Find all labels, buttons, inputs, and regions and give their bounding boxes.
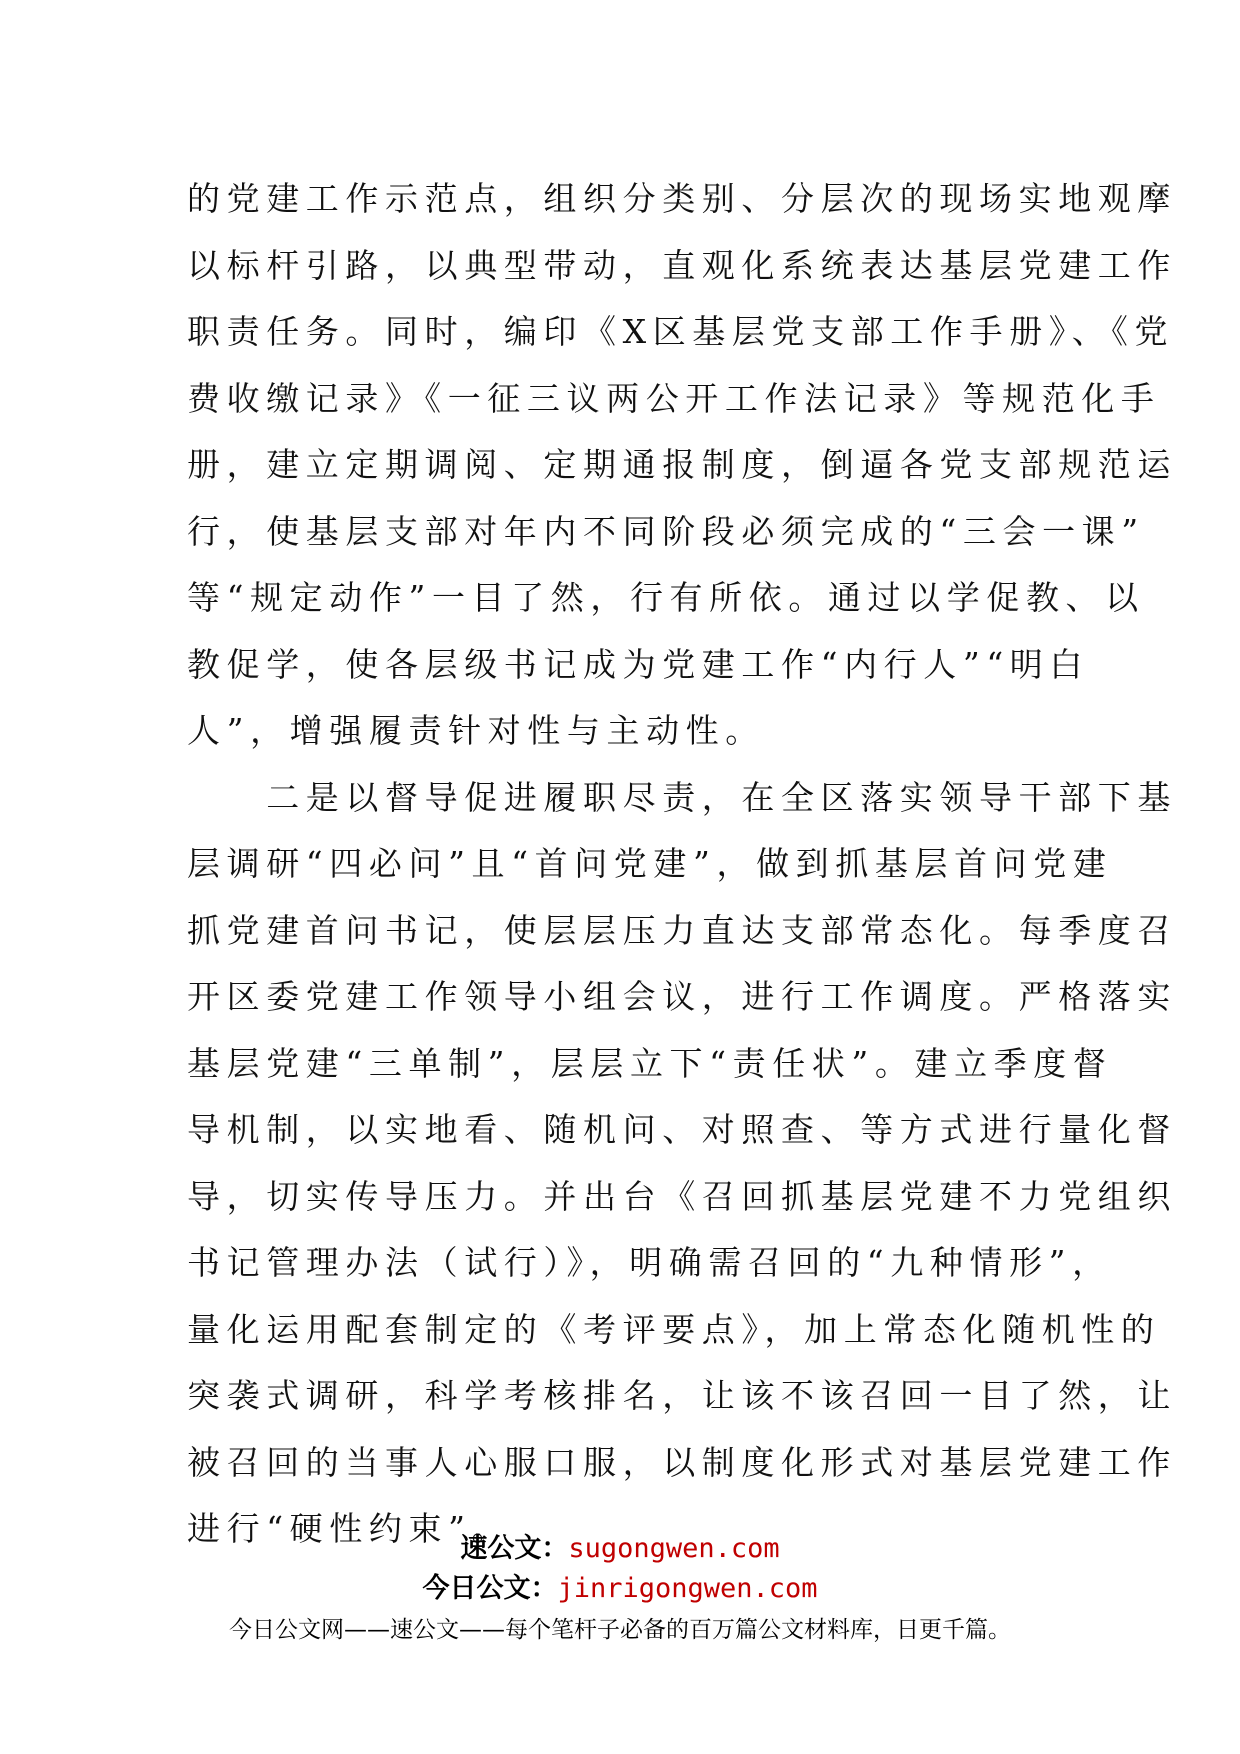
footer-site2-url-link[interactable]: jinrigongwen.com	[557, 1573, 818, 1604]
text-line: 教促学，使各层级书记成为党建工作“内行人”“明白	[187, 644, 1090, 684]
footer-slogan: 今日公文网——速公文——每个笔杆子必备的百万篇公文材料库，日更千篇。	[229, 1617, 1011, 1643]
text-line: 的党建工作示范点，组织分类别、分层次的现场实地观摩	[187, 179, 1177, 218]
text-line: 导机制，以实地看、随机问、对照查、等方式进行量化督	[187, 1110, 1177, 1149]
text-line: 基层党建“三单制”，层层立下“责任状”。建立季度督	[187, 1043, 1113, 1083]
text-line: 费收缴记录》《一征三议两公开工作法记录》等规范化手	[187, 378, 1161, 418]
footer-site-sugongwen	[0, 1531, 1240, 1567]
text-line: 进行“硬性约束”。	[187, 1509, 512, 1548]
footer-site1-url-link[interactable]: sugongwen.com	[568, 1533, 780, 1564]
text-line: 层调研“四必问”且“首问党建”，做到抓基层首问党建	[187, 844, 1113, 883]
text-line: 量化运用配套制定的《考评要点》，加上常态化随机性的	[187, 1309, 1161, 1349]
text-line: 导，切实传导压力。并出台《召回抓基层党建不力党组织	[187, 1176, 1177, 1216]
text-line: 书记管理办法（试行）》，明确需召回的“九种情形”，	[187, 1243, 1112, 1282]
text-line: 以标杆引路，以典型带动，直观化系统表达基层党建工作	[187, 245, 1177, 285]
text-line: 行，使基层支部对年内不同阶段必须完成的“三会一课”	[187, 511, 1145, 551]
footer-site1-label: 速公文：	[460, 1533, 569, 1564]
footer-site-jinrigongwen	[0, 1571, 1240, 1607]
paragraph-start-line: 二是以督导促进履职尽责，在全区落实领导干部下基	[187, 777, 1177, 817]
text-line: 开区委党建工作领导小组会议，进行工作调度。严格落实	[187, 977, 1177, 1016]
text-line: 抓党建首问书记，使层层压力直达支部常态化。每季度召	[187, 910, 1177, 950]
document-body	[187, 166, 1177, 1563]
text-line: 突袭式调研，科学考核排名，让该不该召回一目了然，让	[187, 1376, 1177, 1415]
footer-site2-label: 今日公文：	[422, 1573, 558, 1604]
text-line: 被召回的当事人心服口服，以制度化形式对基层党建工作	[187, 1442, 1177, 1482]
text-line: 人”，增强履责针对性与主动性。	[187, 711, 765, 750]
text-line: 职责任务。同时，编印《X区基层党支部工作手册》、《党	[187, 312, 1175, 351]
text-line: 册，建立定期调阅、定期通报制度，倒逼各党支部规范运	[187, 445, 1177, 484]
text-line: 等“规定动作”一目了然，行有所依。通过以学促教、以	[187, 578, 1145, 617]
